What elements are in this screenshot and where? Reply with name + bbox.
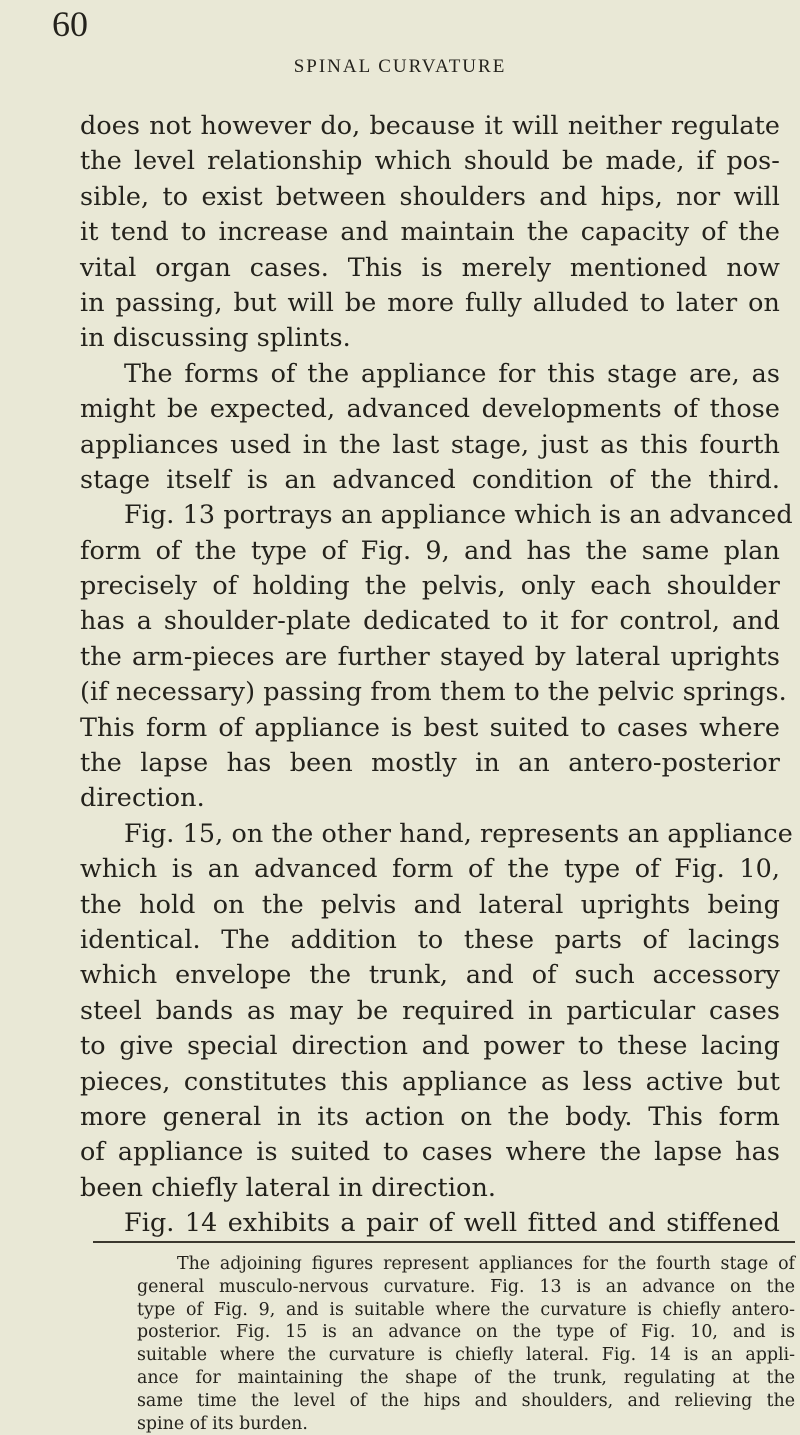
body-line: the level relationship which should be made, if pos-	[80, 145, 780, 176]
footnote-line: posterior. Fig. 15 is an advance on the type of Fig. 10, and is	[137, 1322, 795, 1343]
body-line: The forms of the appliance for this stage are, as	[124, 357, 780, 388]
body-line: the hold on the pelvis and lateral uprights being	[80, 888, 780, 919]
footnote-line: same time the level of the hips and shoulders, and relieving the	[137, 1390, 795, 1411]
body-line: pieces, constitutes this appliance as less active but	[80, 1065, 780, 1096]
body-text	[80, 108, 793, 1241]
body-line: Fig. 15, on the other hand, represents an appliance	[124, 817, 793, 848]
footnote-line: suitable where the curvature is chiefly lateral. Fig. 14 is an appli-	[137, 1345, 795, 1366]
body-line: which envelope the trunk, and of such accessory	[80, 959, 780, 990]
body-line: steel bands as may be required in particular cases	[80, 994, 780, 1025]
body-line: the arm-pieces are further stayed by lateral uprights	[80, 640, 780, 671]
footnote-divider	[93, 1241, 795, 1243]
body-line: might be expected, advanced developments of those	[80, 393, 780, 424]
body-line: precisely of holding the pelvis, only each shoulder	[80, 570, 780, 601]
footnote-line: The adjoining figures represent appliances for the fourth stage of	[177, 1254, 795, 1274]
footnote-line: general musculo-nervous curvature. Fig. 13 is an advance on the	[137, 1276, 795, 1297]
body-line: of appliance is suited to cases where the lapse has	[80, 1136, 780, 1167]
body-line: appliances used in the last stage, just as this fourth	[80, 428, 780, 459]
body-line: in discussing splints.	[80, 322, 351, 353]
footnote-line: ance for maintaining the shape of the trunk, regulating at the	[137, 1367, 795, 1388]
body-line: in passing, but will be more fully alluded to later on	[80, 286, 780, 317]
body-line: form of the type of Fig. 9, and has the same plan	[80, 534, 780, 565]
body-line: identical. The addition to these parts of lacings	[80, 923, 780, 954]
body-line: This form of appliance is best suited to cases where	[80, 711, 780, 742]
page-number: 60	[52, 4, 88, 44]
body-line: which is an advanced form of the type of Fig. 10,	[80, 853, 780, 884]
body-line: it tend to increase and maintain the capacity of the	[80, 216, 780, 247]
figure-caption-footnote	[137, 1253, 795, 1435]
body-line: does not however do, because it will neither regulate	[80, 110, 780, 140]
body-line: Fig. 14 exhibits a pair of well fitted and stiffened	[124, 1207, 780, 1238]
body-line: been chiefly lateral in direction.	[80, 1171, 497, 1202]
body-line: stage itself is an advanced condition of the third.	[80, 463, 780, 494]
body-line: direction.	[80, 782, 205, 813]
body-line: (if necessary) passing from them to the pelvic springs.	[80, 676, 787, 707]
body-line: the lapse has been mostly in an antero-posterior	[80, 747, 780, 778]
running-head: SPINAL CURVATURE	[293, 56, 507, 77]
body-line: has a shoulder-plate dedicated to it for control, and	[80, 605, 780, 636]
body-line: sible, to exist between shoulders and hips, nor will	[80, 180, 780, 211]
body-line: more general in its action on the body. This form	[80, 1100, 780, 1131]
body-line: vital organ cases. This is merely mentioned now	[80, 251, 780, 282]
body-line: to give special direction and power to these lacing	[80, 1030, 780, 1061]
footnote-line: type of Fig. 9, and is suitable where the curvature is chiefly antero-	[137, 1299, 795, 1320]
body-line: Fig. 13 portrays an appliance which is an advanced	[124, 499, 793, 530]
footnote-line: spine of its burden.	[137, 1413, 308, 1434]
